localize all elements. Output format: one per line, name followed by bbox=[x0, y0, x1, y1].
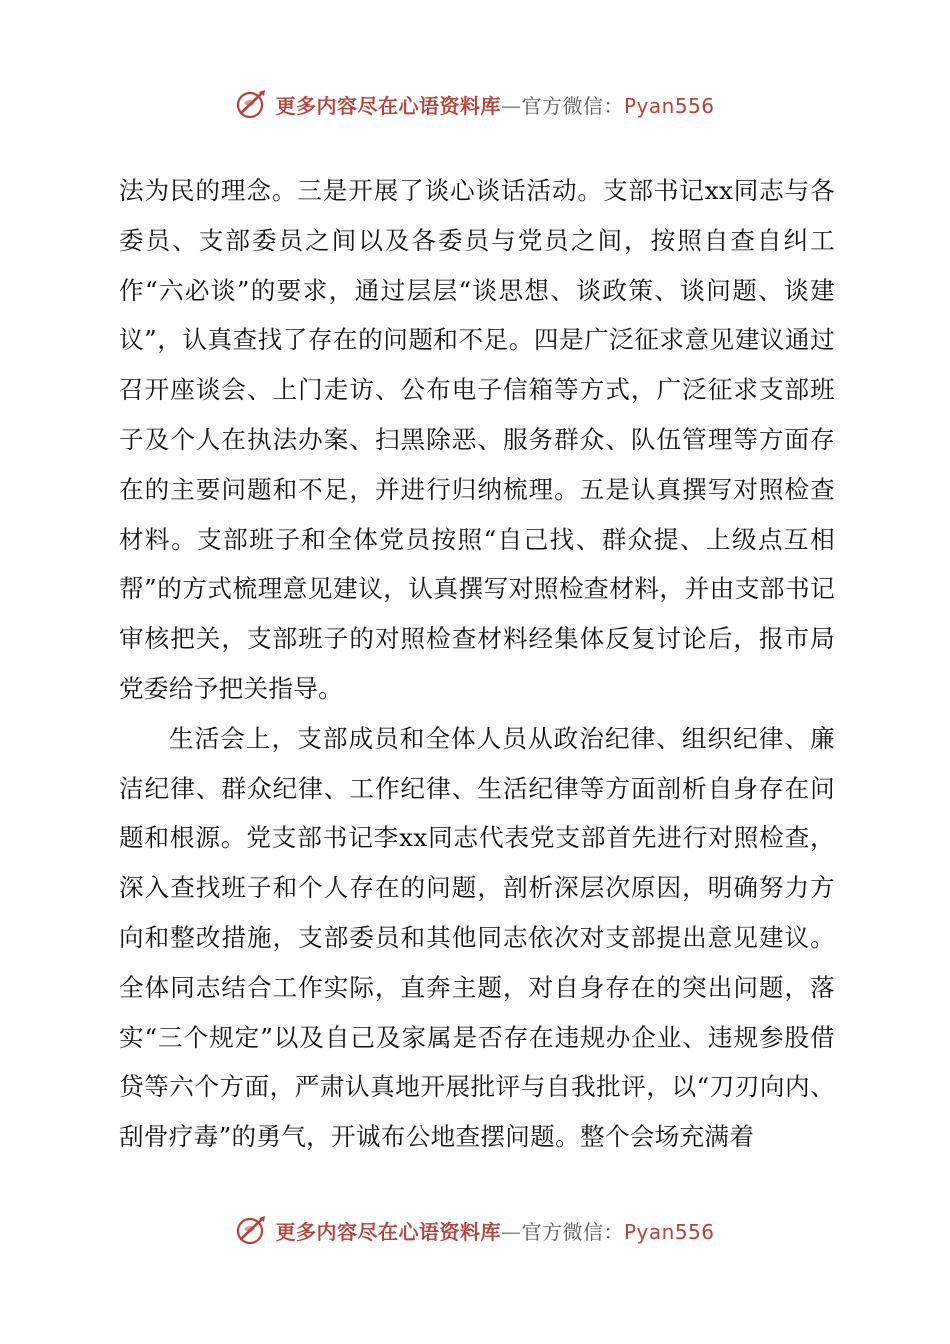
footer-wechat-id: Pyan556 bbox=[623, 1219, 715, 1244]
footer-brand: 更多内容尽在心语资料库 bbox=[275, 1219, 501, 1244]
pen-logo-icon bbox=[235, 1213, 269, 1247]
header-banner-text bbox=[275, 90, 714, 119]
footer-banner bbox=[0, 1210, 950, 1250]
footer-banner-text bbox=[275, 1216, 714, 1245]
header-wechat-id: Pyan556 bbox=[623, 93, 715, 118]
footer-separator: — bbox=[500, 1219, 522, 1244]
body-paragraph-2: 生活会上，支部成员和全体人员从政治纪律、组织纪律、廉洁纪律、群众纪律、工作纪律、生活纪律等方面剖析自身存在问题和根源。党支部书记李xx同志代表党支部首先进行对照检查，深入查找班子和个人存在的问题，剖析深层次原因，明确努力方向和整改措施，支部委员和其他同志依次对支部提出意见建议。全体同志结合工作实际，直奔主题，对自身存在的突出问题，落实“三个规定”以及自己及家属是否存在违规办企业、违规参股借贷等六个方面，严肃认真地开展批评与自我批评，以“刀刃向内、刮骨疗毒”的勇气，开诚布公地查摆问题。整个会场充满着 bbox=[119, 723, 835, 1152]
body-paragraph-1: 法为民的理念。三是开展了谈心谈话活动。支部书记xx同志与各委员、支部委员之间以及各委员与党员之间，按照自查自纠工作“六必谈”的要求，通过层层“谈思想、谈政策、谈问题、谈建议”，认真查找了存在的问题和不足。四是广泛征求意见建议通过召开座谈会、上门走访、公布电子信箱等方式，广泛征求支部班子及个人在执法办案、扫黑除恶、服务群众、队伍管理等方面存在的主要问题和不足，并进行归纳梳理。五是认真撰写对照检查材料。支部班子和全体党员按照“自己找、群众提、上级点互相帮”的方式梳理意见建议，认真撰写对照检查材料，并由支部书记审核把关，支部班子的对照检查材料经集体反复讨论后，报市局党委给予把关指导。 bbox=[119, 176, 835, 703]
header-separator: — bbox=[500, 93, 522, 118]
header-banner bbox=[0, 84, 950, 124]
header-official-label: 官方微信： bbox=[521, 93, 624, 118]
header-brand: 更多内容尽在心语资料库 bbox=[275, 93, 501, 118]
footer-official-label: 官方微信： bbox=[521, 1219, 624, 1244]
document-body bbox=[119, 166, 835, 1162]
pen-logo-icon bbox=[235, 87, 269, 121]
